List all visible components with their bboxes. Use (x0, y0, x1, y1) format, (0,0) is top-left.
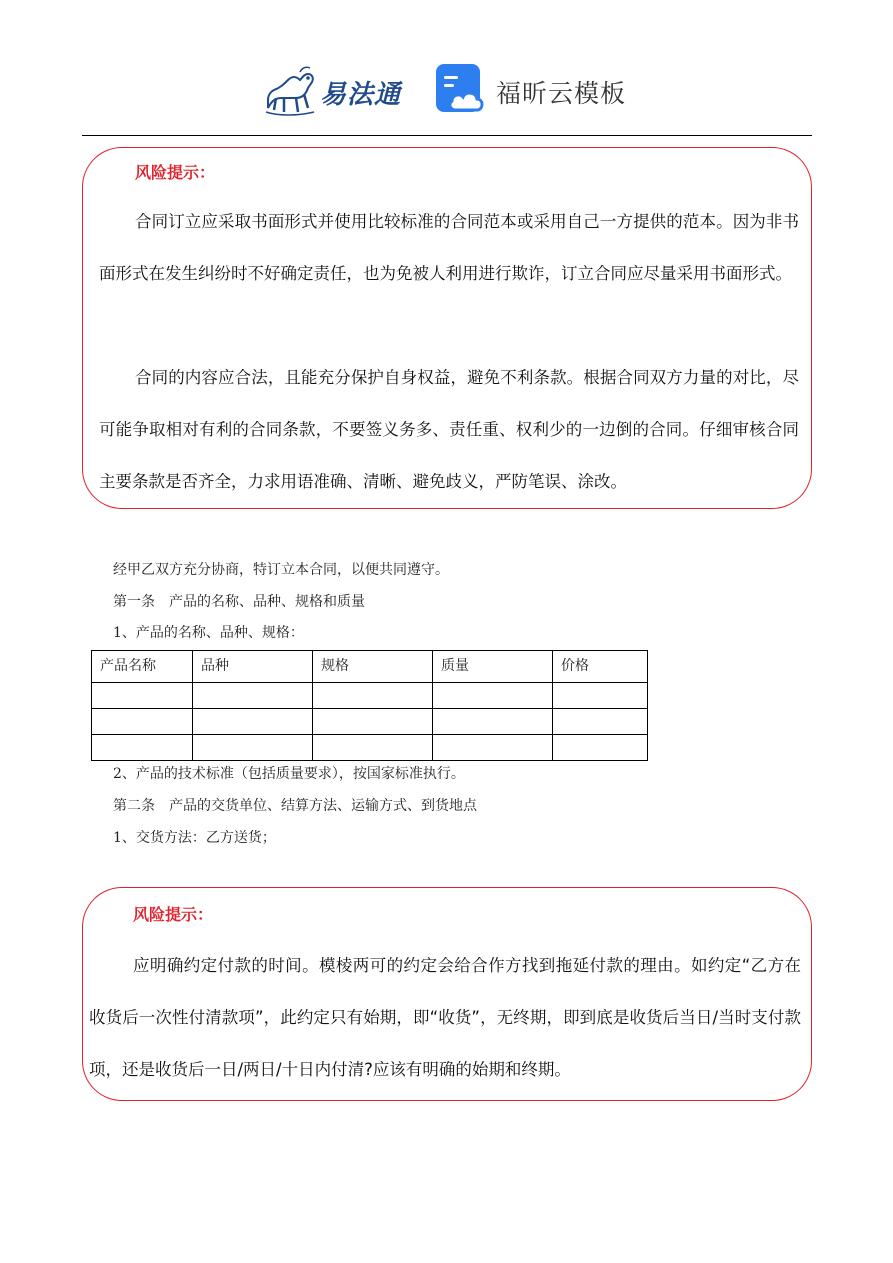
header-divider (82, 135, 812, 136)
column-header-variety: 品种 (193, 651, 313, 683)
table-cell[interactable] (92, 709, 193, 735)
fuxin-template-logo (436, 64, 646, 118)
table-header-row (92, 651, 648, 683)
article-1-heading: 第一条 产品的名称、品种、规格和质量 (113, 594, 365, 610)
article-2-heading: 第二条 产品的交货单位、结算方法、运输方式、到货地点 (113, 798, 477, 814)
article-1-clause-1: 1、产品的名称、品种、规格： (113, 625, 304, 641)
table-cell[interactable] (92, 735, 193, 761)
risk-warning-title: 风险提示： (133, 905, 214, 924)
table-row (92, 735, 648, 761)
table-cell[interactable] (313, 709, 433, 735)
table-cell[interactable] (433, 683, 553, 709)
risk-warning-box (82, 147, 812, 509)
qilin-icon (262, 62, 318, 118)
article-2-clause-1: 1、交货方法：乙方送货； (113, 830, 276, 846)
table-cell[interactable] (553, 683, 648, 709)
risk-warning-paragraph: 应明确约定付款的时间。模棱两可的约定会给合作方找到拖延付款的理由。如约定“乙方在收货后一次性付清款项”，此约定只有始期，即“收货”，无终期，即到底是收货后当日/当时支付款项，还是收货后一日/两日/十日内付清?应该有明确的始期和终期。 (89, 956, 801, 1079)
column-header-quality: 质量 (433, 651, 553, 683)
table-cell[interactable] (193, 709, 313, 735)
cloud-document-icon (436, 64, 488, 116)
table-cell[interactable] (193, 683, 313, 709)
table-cell[interactable] (553, 735, 648, 761)
table-cell[interactable] (92, 683, 193, 709)
table-cell[interactable] (433, 709, 553, 735)
page-header (0, 56, 893, 122)
yifatong-logo-text: 易法通 (320, 80, 402, 110)
table-row (92, 683, 648, 709)
risk-warning-paragraph: 合同订立应采取书面形式并使用比较标准的合同范本或采用自己一方提供的范本。因为非书面形式在发生纠纷时不好确定责任，也为免被人利用进行欺诈，订立合同应尽量采用书面形式。 (99, 212, 799, 283)
column-header-product-name: 产品名称 (92, 651, 193, 683)
product-table (91, 650, 648, 761)
fuxin-template-logo-text: 福昕云模板 (496, 79, 627, 108)
table-row (92, 709, 648, 735)
risk-warning-title: 风险提示： (135, 163, 216, 182)
table-cell[interactable] (553, 709, 648, 735)
yifatong-logo (262, 62, 412, 118)
column-header-price: 价格 (553, 651, 648, 683)
table-cell[interactable] (313, 735, 433, 761)
risk-warning-paragraph: 合同的内容应合法，且能充分保护自身权益，避免不利条款。根据合同双方力量的对比，尽可能争取相对有利的合同条款，不要签义务多、责任重、权利少的一边倒的合同。仔细审核合同主要条款是否齐全，力求用语准确、清晰、避免歧义，严防笔误、涂改。 (99, 368, 799, 491)
table-cell[interactable] (193, 735, 313, 761)
contract-intro: 经甲乙双方充分协商，特订立本合同，以便共同遵守。 (113, 562, 449, 578)
table-cell[interactable] (313, 683, 433, 709)
table-cell[interactable] (433, 735, 553, 761)
risk-warning-box (82, 887, 812, 1101)
column-header-spec: 规格 (313, 651, 433, 683)
article-1-clause-2: 2、产品的技术标准（包括质量要求），按国家标准执行。 (113, 766, 465, 782)
